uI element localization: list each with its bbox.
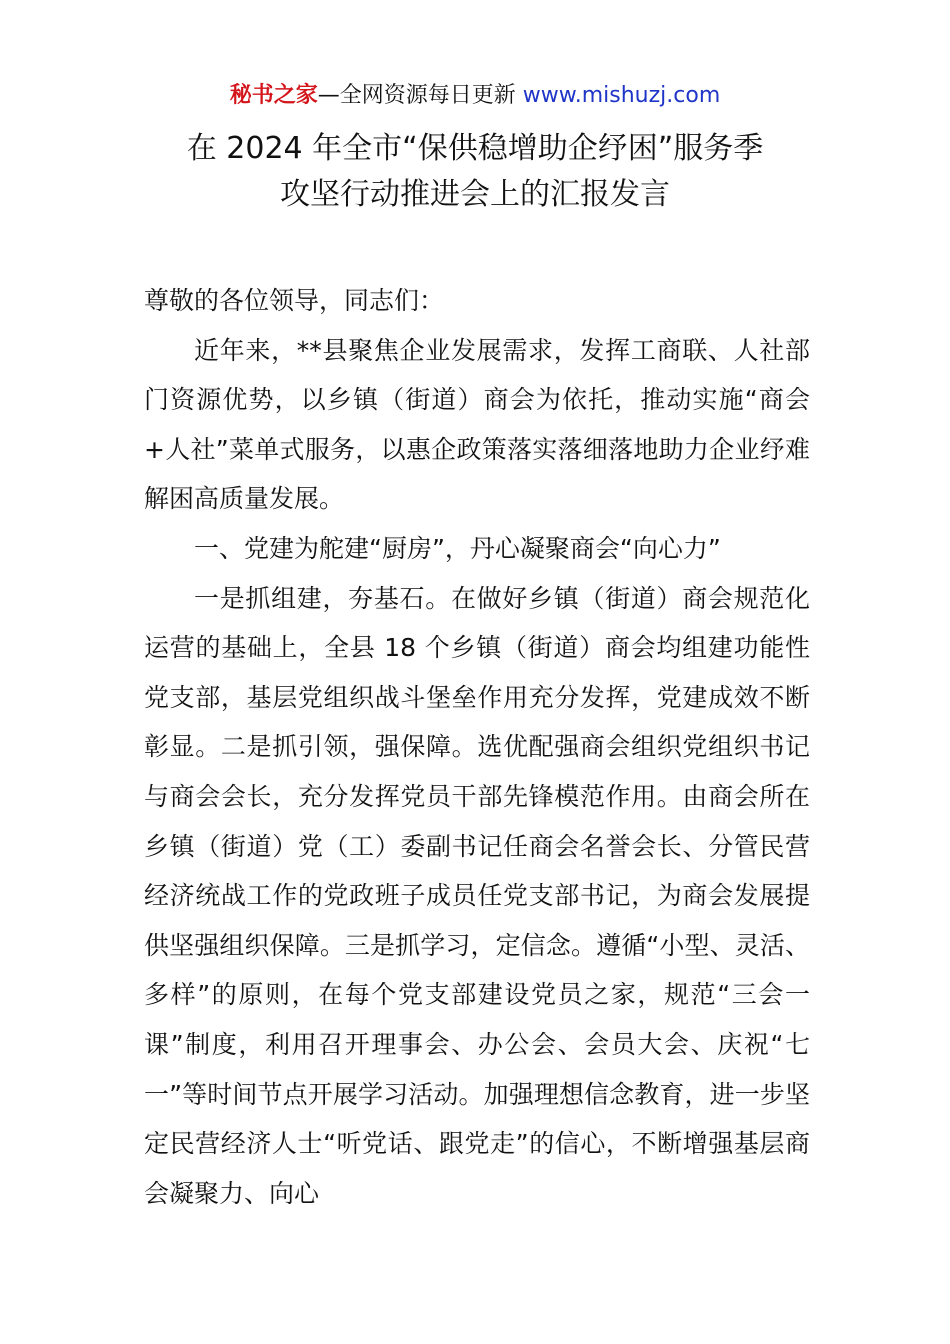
title-line-2: 攻坚行动推进会上的汇报发言 (280, 177, 670, 212)
document-body (144, 276, 810, 1218)
salutation: 尊敬的各位领导，同志们： (144, 286, 445, 315)
site-header (0, 80, 950, 112)
paragraph-intro: 近年来，**县聚焦企业发展需求，发挥工商联、人社部门资源优势，以乡镇（街道）商会为依托，推动实施“商会+人社”菜单式服务，以惠企政策落实落细落地助力企业纾难解困高质量发展。 (144, 335, 810, 514)
site-tagline: —全网资源每日更新 (317, 83, 523, 108)
section-heading: 一、党建为舵建“厨房”，丹心凝聚商会“向心力” (194, 533, 721, 563)
brand-name: 秘书之家 (229, 83, 318, 108)
paragraph-body: 一是抓组建，夯基石。在做好乡镇（街道）商会规范化运营的基础上，全县 18 个乡镇（街道）商会均组建功能性党支部，基层党组织战斗堡垒作用充分发挥，党建成效不断彰显。二是抓引领，强保障。选优配强商会组织党组织书记与商会会长，充分发挥党员干部先锋模范作用。由商会所在乡镇（街道）党（工）委副书记任商会名誉会长、分管民营经济统战工作的党政班子成员任党支部书记，为商会发展提供坚强组织保障。三是抓学习，定信念。遵循“小型、灵活、多样”的原则，在每个党支部建设党员之家，规范“三会一课”制度，利用召开理事会、办公会、会员大会、庆祝“七一”等时间节点开展学习活动。加强理想信念教育，进一步坚定民营经济人士“听党话、跟党走”的信心，不断增强基层商会凝聚力、向心 (144, 583, 810, 1208)
title-line-1: 在 2024 年全市“保供稳增助企纾困”服务季 (186, 131, 764, 166)
document-title (100, 126, 850, 218)
site-url-link[interactable]: www.mishuzj.com (522, 83, 721, 108)
